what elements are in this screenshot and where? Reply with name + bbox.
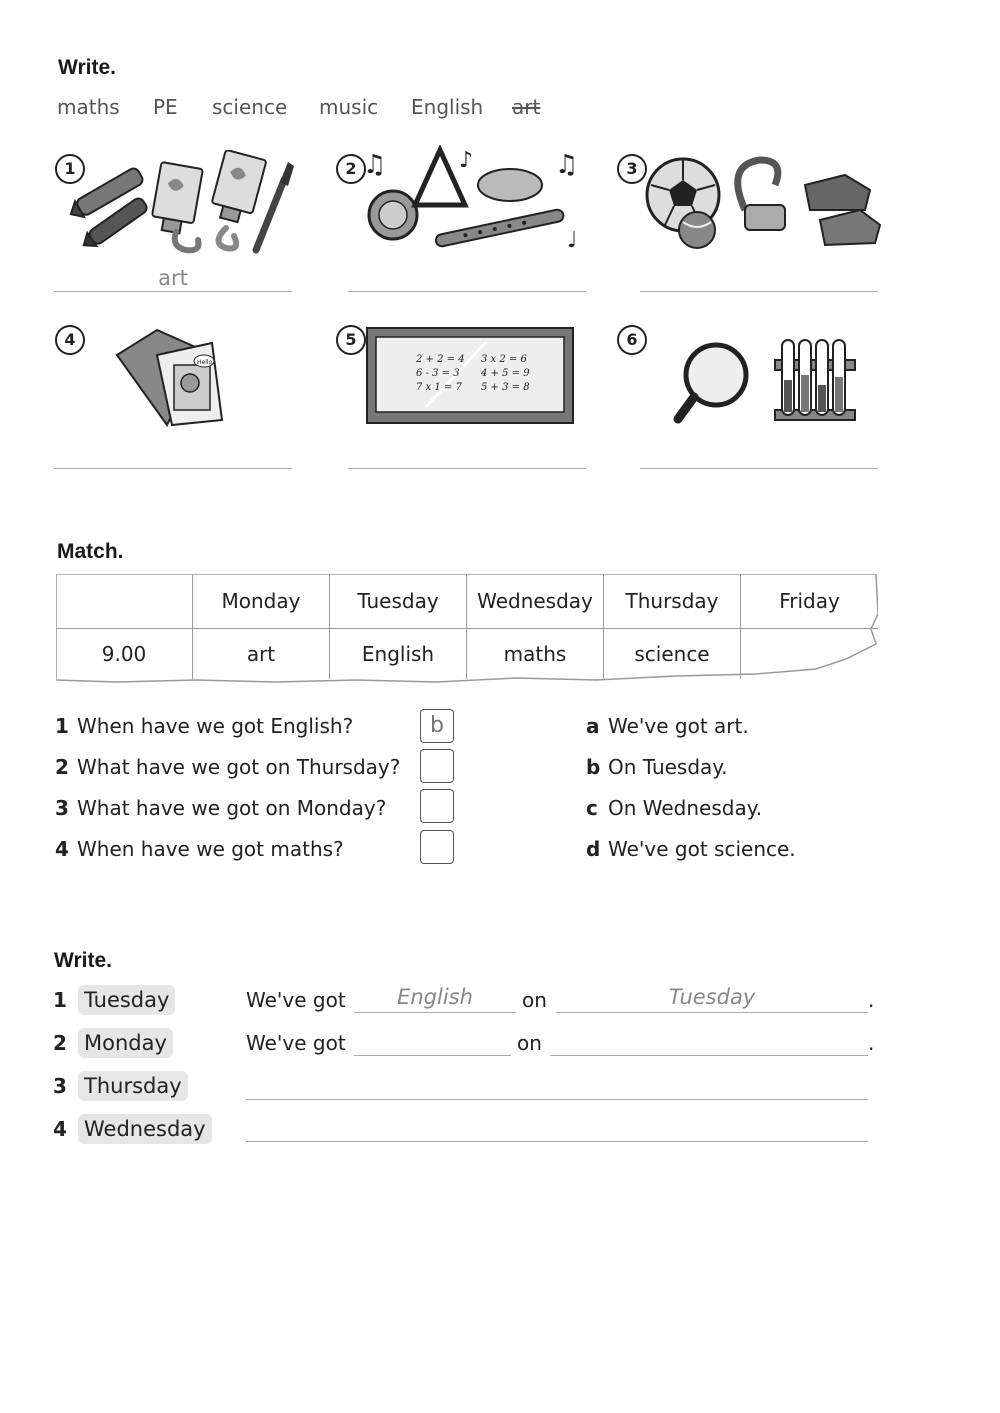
subject-line-2[interactable] xyxy=(354,1055,511,1056)
sentence-on-2: on xyxy=(517,1031,542,1055)
answer-option-c: c On Wednesday. xyxy=(586,796,763,820)
answer-option-a: a We've got art. xyxy=(586,714,749,738)
board-sum-1: 2 + 2 = 4 xyxy=(416,354,465,365)
word-maths: maths xyxy=(57,95,120,119)
question-2 xyxy=(55,755,400,779)
day-prompt-1: Tuesday xyxy=(78,985,175,1015)
day-prompt-4: Wednesday xyxy=(78,1114,212,1144)
maths-board-picture xyxy=(366,327,574,424)
section2-heading: Match. xyxy=(57,540,124,563)
answer-box-3[interactable] xyxy=(420,789,454,823)
row-number-2: 2 xyxy=(53,1031,67,1055)
question-number: 2 xyxy=(55,755,69,779)
day-prompt-3: Thursday xyxy=(78,1071,188,1101)
answer-line-3[interactable] xyxy=(640,291,878,292)
question-text: What have we got on Thursday? xyxy=(77,755,401,779)
answer-line-6[interactable] xyxy=(640,468,878,469)
board-sum-3: 6 - 3 = 3 xyxy=(416,368,460,379)
answer-option-b: b On Tuesday. xyxy=(586,755,728,779)
timetable-header-thursday: Thursday xyxy=(604,574,741,629)
row-number-1: 1 xyxy=(53,988,67,1012)
question-text: When have we got English? xyxy=(77,714,354,738)
subject-answer-1: English xyxy=(397,985,473,1009)
timetable-friday-subject xyxy=(741,629,878,679)
answer-1-text: art xyxy=(158,266,188,290)
answer-line-2[interactable] xyxy=(348,291,586,292)
timetable-tuesday-subject: English xyxy=(330,629,467,679)
word-art-crossed: art xyxy=(512,95,541,119)
answer-line-1[interactable] xyxy=(54,291,292,292)
sentence-line-4[interactable] xyxy=(246,1141,868,1142)
item-number-6: 6 xyxy=(617,325,647,355)
svg-text:♪: ♪ xyxy=(459,148,474,173)
word-pe: PE xyxy=(153,95,178,119)
sentence-line-3[interactable] xyxy=(246,1099,868,1100)
subject-line-1[interactable] xyxy=(354,1012,516,1013)
timetable-header-wednesday: Wednesday xyxy=(467,574,604,629)
music-instruments-picture xyxy=(355,145,595,255)
timetable-thursday-subject: science xyxy=(604,629,741,679)
word-science: science xyxy=(212,95,288,119)
timetable-wednesday-subject: maths xyxy=(467,629,604,679)
answer-box-1[interactable]: b xyxy=(420,709,454,743)
timetable xyxy=(56,574,878,684)
timetable-monday-subject: art xyxy=(193,629,330,679)
question-3 xyxy=(55,796,386,820)
question-number: 3 xyxy=(55,796,69,820)
svg-text:♫: ♫ xyxy=(555,150,579,180)
answer-box-2[interactable] xyxy=(420,749,454,783)
row-number-4: 4 xyxy=(53,1117,67,1141)
answer-option-d: d We've got science. xyxy=(586,837,796,861)
pe-equipment-picture xyxy=(645,150,885,260)
board-sum-5: 7 x 1 = 7 xyxy=(416,382,462,393)
sentence-prefix-1: We've got xyxy=(246,988,346,1012)
svg-text:♩: ♩ xyxy=(567,228,578,253)
timetable-header-monday: Monday xyxy=(193,574,330,629)
section3-heading: Write. xyxy=(54,949,112,972)
sentence-period-2: . xyxy=(868,1031,875,1055)
item-number-5: 5 xyxy=(336,325,366,355)
sentence-period-1: . xyxy=(868,988,875,1012)
answer-line-5[interactable] xyxy=(348,468,586,469)
timetable-header-tuesday: Tuesday xyxy=(330,574,467,629)
question-text: When have we got maths? xyxy=(77,837,344,861)
books-picture xyxy=(112,325,232,430)
timetable-header-empty xyxy=(56,574,193,629)
row-number-3: 3 xyxy=(53,1074,67,1098)
day-line-2[interactable] xyxy=(550,1055,868,1056)
sentence-prefix-2: We've got xyxy=(246,1031,346,1055)
answer-box-4[interactable] xyxy=(420,830,454,864)
question-1 xyxy=(55,714,353,738)
board-sum-2: 3 x 2 = 6 xyxy=(481,354,527,365)
question-text: What have we got on Monday? xyxy=(77,796,387,820)
item-number-4: 4 xyxy=(55,325,85,355)
sentence-on-1: on xyxy=(522,988,547,1012)
timetable-time: 9.00 xyxy=(56,629,193,679)
word-music: music xyxy=(319,95,379,119)
question-4 xyxy=(55,837,344,861)
item-number-2: 2 xyxy=(336,154,366,184)
question-number: 4 xyxy=(55,837,69,861)
item-number-1: 1 xyxy=(55,154,85,184)
svg-text:♫: ♫ xyxy=(363,150,387,180)
board-sum-4: 4 + 5 = 9 xyxy=(481,368,530,379)
question-number: 1 xyxy=(55,714,69,738)
science-equipment-picture xyxy=(672,335,862,430)
section1-heading: Write. xyxy=(58,56,116,79)
day-answer-1: Tuesday xyxy=(668,985,756,1009)
timetable-header-friday: Friday xyxy=(741,574,878,629)
word-english: English xyxy=(411,95,484,119)
item-number-3: 3 xyxy=(617,154,647,184)
art-supplies-picture xyxy=(66,150,296,260)
answer-line-4[interactable] xyxy=(54,468,292,469)
day-prompt-2: Monday xyxy=(78,1028,173,1058)
day-line-1[interactable] xyxy=(556,1012,868,1013)
book-speech-bubble-text: Hello xyxy=(197,359,213,366)
board-sum-6: 5 + 3 = 8 xyxy=(481,382,530,393)
